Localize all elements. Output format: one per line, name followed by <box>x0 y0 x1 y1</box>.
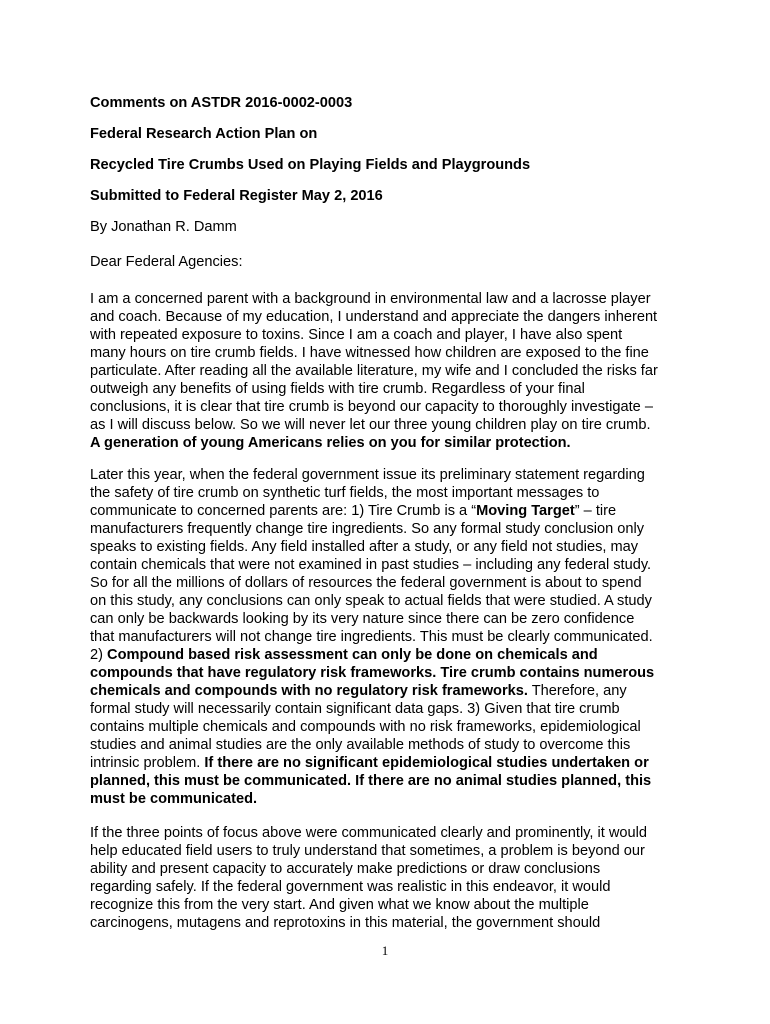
header-docket-line: Comments on ASTDR 2016-0002-0003 <box>90 95 353 111</box>
emphasis-text: Moving Target <box>476 503 575 519</box>
paragraph-2-line: that manufacturers will not change tire ingredients. This must be clearly communicated. <box>90 629 653 645</box>
paragraph-3-line: If the three points of focus above were communicated clearly and prominently, it would <box>90 825 648 841</box>
paragraph-2-line: formal study will necessarily contain significant data gaps. 3) Given that tire crumb <box>90 701 620 717</box>
paragraph-3-line: help educated field users to truly understand that sometimes, a problem is beyond our <box>90 843 645 859</box>
emphasis-text: If there are no significant epidemiological studies undertaken or <box>204 755 649 771</box>
paragraph-2-line <box>90 754 682 772</box>
paragraph-2-line: Later this year, when the federal government issue its preliminary statement regarding <box>90 467 645 483</box>
paragraph-1-line: I am a concerned parent with a background in environmental law and a lacrosse player <box>90 291 651 307</box>
paragraph-2-line <box>90 682 682 700</box>
paragraph-2-line: contains multiple chemicals and compounds with no risk frameworks, epidemiological <box>90 719 641 735</box>
paragraph-2-line <box>90 646 682 664</box>
emphasis-text: must be communicated. <box>90 791 258 807</box>
paragraph-1-line: with repeated exposure to toxins. Since I am a coach and player, I have also spent <box>90 327 623 343</box>
paragraph-3-line: carcinogens, mutagens and reprotoxins in this material, the government should <box>90 915 601 931</box>
paragraph-2-line: the safety of tire crumb on synthetic turf fields, the most important messages to <box>90 485 600 501</box>
emphasis-text: planned, this must be communicated. If there are no animal studies planned, this <box>90 773 652 789</box>
paragraph-2-line: So for all the millions of dollars of resources the federal government is about to spend <box>90 575 642 591</box>
paragraph-2-line: on this study, any conclusions can only speak to actual fields that were studied. A study <box>90 593 652 609</box>
paragraph-2-line: studies and animal studies are the only available methods of study to overcome this <box>90 737 631 753</box>
header-plan-line: Federal Research Action Plan on <box>90 126 318 142</box>
paragraph-3-line: ability and present capacity to accurately make predictions or draw conclusions <box>90 861 601 877</box>
paragraph-1-line: many hours on tire crumb fields. I have witnessed how children are exposed to the fine <box>90 345 649 361</box>
author-line: By Jonathan R. Damm <box>90 219 237 235</box>
paragraph-2-line: contain chemicals that were not examined in past studies – including any federal study. <box>90 557 652 573</box>
paragraph-2-line <box>90 790 682 808</box>
text-run: communicate to concerned parents are: 1) Tire Crumb is a “ <box>90 503 477 519</box>
header-title-line: Recycled Tire Crumbs Used on Playing Fields and Playgrounds <box>90 157 531 173</box>
paragraph-1 <box>90 290 682 452</box>
paragraph-1-line: particulate. After reading all the available literature, my wife and I concluded the risks far <box>90 363 658 379</box>
text-run: intrinsic problem. <box>90 755 205 771</box>
emphasis-text: Compound based risk assessment can only be done on chemicals and <box>107 647 598 663</box>
text-run: Therefore, any <box>527 683 627 699</box>
paragraph-1-bold-line <box>90 434 682 452</box>
paragraph-2-line: speaks to existing fields. Any field installed after a study, or any field not studies, may <box>90 539 639 555</box>
paragraph-1-line: as I will discuss below. So we will never let our three young children play on tire crumb. <box>90 417 651 433</box>
paragraph-2-line <box>90 664 682 682</box>
text-run: 2) <box>90 647 108 663</box>
emphasis-text: A generation of young Americans relies on you for similar protection. <box>90 435 571 451</box>
paragraph-2-line: can only be backwards looking by its very nature since there can be zero confidence <box>90 611 635 627</box>
emphasis-text: chemicals and compounds with no regulatory risk frameworks. <box>90 683 528 699</box>
paragraph-1-line: and coach. Because of my education, I understand and appreciate the dangers inherent <box>90 309 658 325</box>
salutation: Dear Federal Agencies: <box>90 254 243 270</box>
paragraph-3-line: regarding safely. If the federal government was realistic in this endeavor, it would <box>90 879 611 895</box>
text-run: ” – tire <box>574 503 617 519</box>
paragraph-2 <box>90 466 682 808</box>
paragraph-2-line <box>90 772 682 790</box>
emphasis-text: compounds that have regulatory risk frameworks. Tire crumb contains numerous <box>90 665 655 681</box>
paragraph-1-line: conclusions, it is clear that tire crumb is beyond our capacity to thoroughly investigate – <box>90 399 653 415</box>
paragraph-2-line <box>90 502 682 520</box>
page-number: 1 <box>381 943 389 958</box>
paragraph-3 <box>90 824 682 932</box>
paragraph-2-line: manufacturers frequently change tire ingredients. So any formal study conclusion only <box>90 521 645 537</box>
header-submitted-line: Submitted to Federal Register May 2, 2016 <box>90 188 383 204</box>
paragraph-1-line: outweigh any benefits of using fields with tire crumb. Regardless of your final <box>90 381 585 397</box>
paragraph-3-line: recognize this from the very start. And given what we know about the multiple <box>90 897 589 913</box>
